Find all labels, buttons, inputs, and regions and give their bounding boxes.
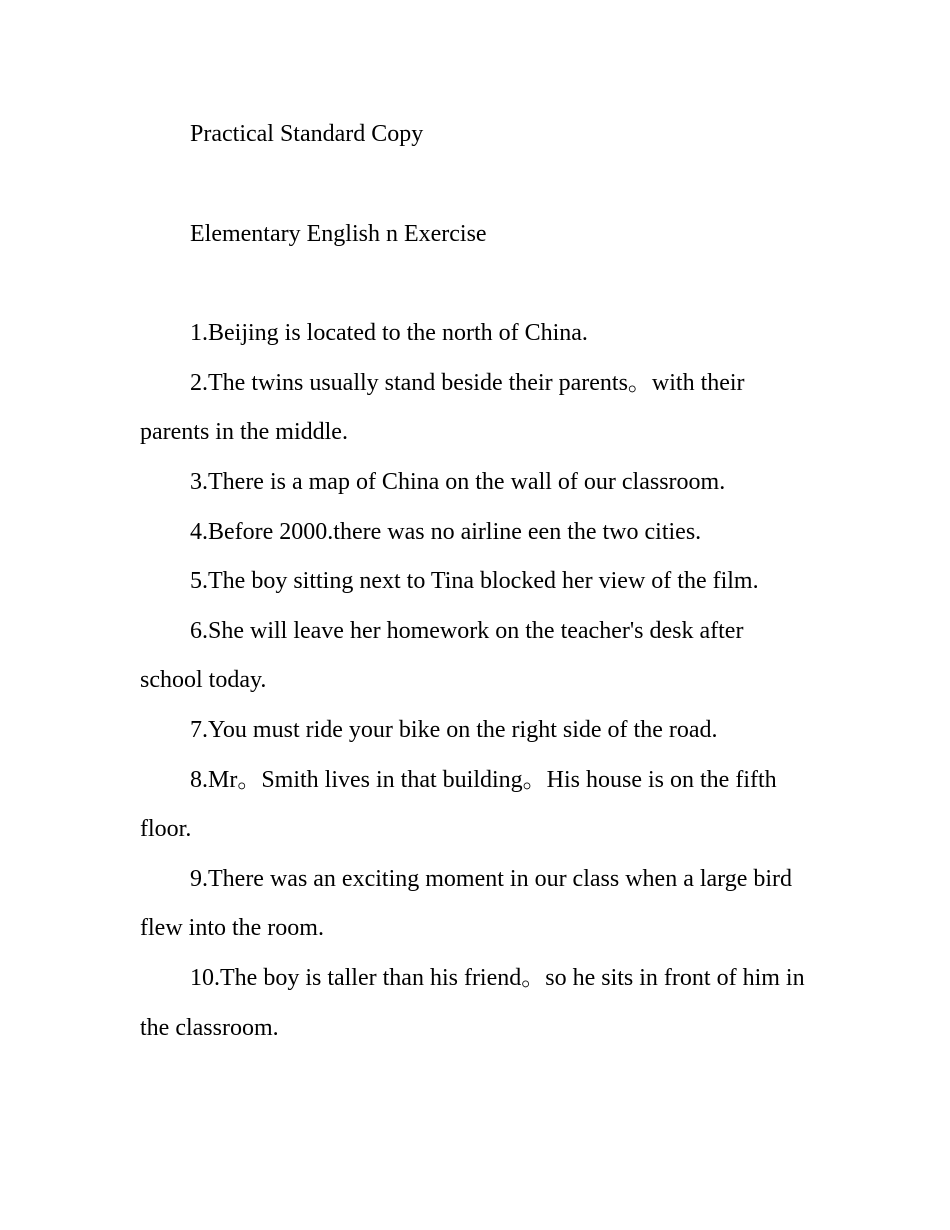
exercise-item-5: 5.The boy sitting next to Tina blocked her view of the film. xyxy=(190,568,759,595)
exercise-item-3: 3.There is a map of China on the wall of our classroom. xyxy=(190,468,726,495)
exercise-item-1: 1.Beijing is located to the north of China. xyxy=(190,320,588,347)
exercise-item-9: 9.There was an exciting moment in our class when a large bird flew into the room. xyxy=(140,865,793,942)
exercise-item-6: 6.She will leave her homework on the teacher's desk after school today. xyxy=(140,617,744,694)
exercise-item-10: 10.The boy is taller than his friend。so he sits in front of him in the classroom. xyxy=(140,964,805,1041)
exercise-item-7: 7.You must ride your bike on the right side of the road. xyxy=(190,716,718,743)
exercise-item-8: 8.Mr。Smith lives in that building。His house is on the fifth floor. xyxy=(140,766,777,843)
exercise-item-4: 4.Before 2000.there was no airline een the two cities. xyxy=(190,518,702,545)
document-body xyxy=(140,110,810,1053)
document-subtitle: Elementary English n Exercise xyxy=(190,220,487,247)
document-title: Practical Standard Copy xyxy=(190,121,424,147)
exercise-item-2: 2.The twins usually stand beside their parents。with their parents in the middle. xyxy=(140,369,745,446)
